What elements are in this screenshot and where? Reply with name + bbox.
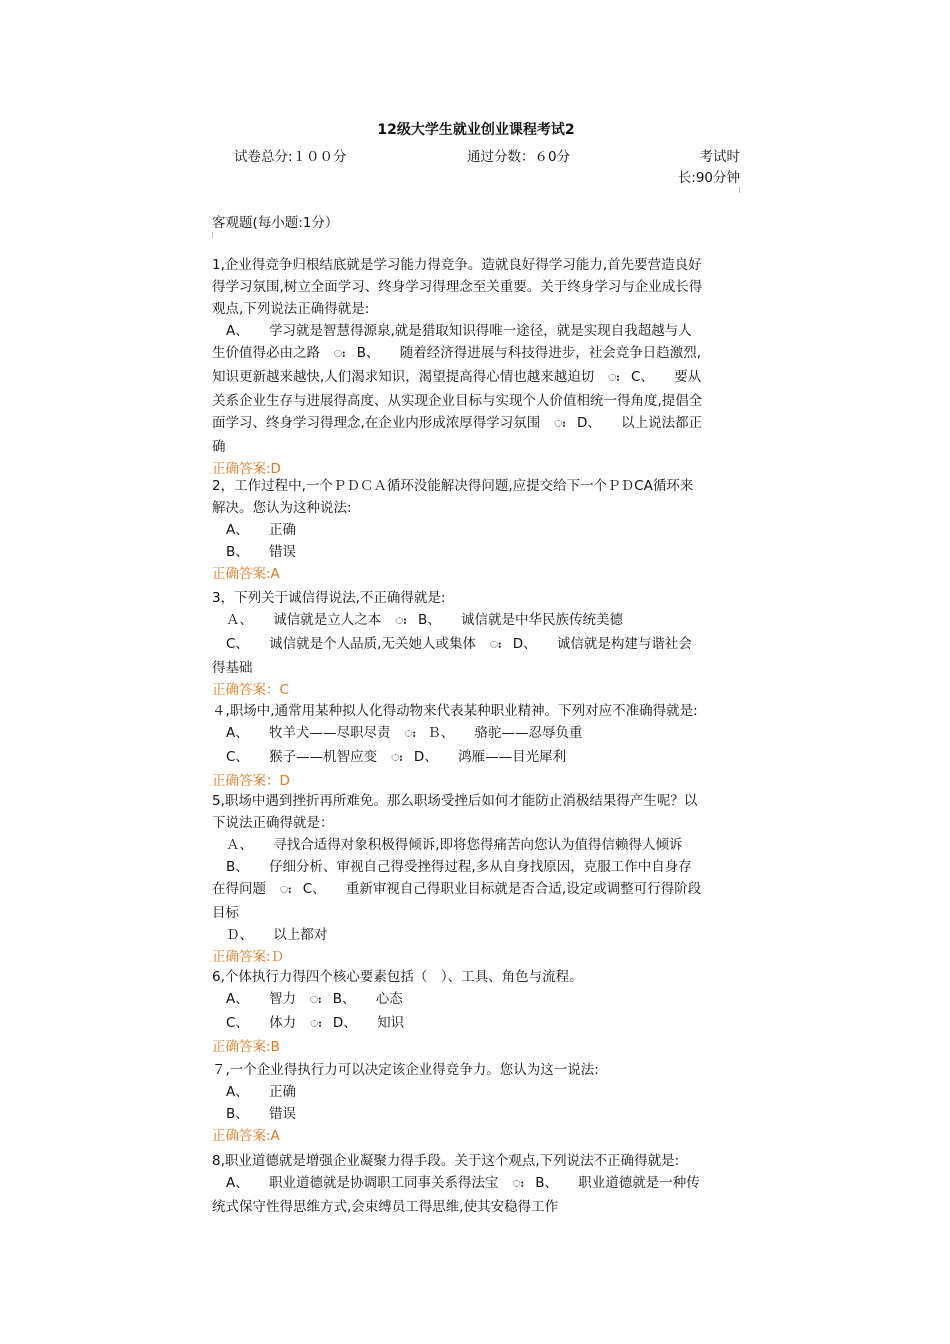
option-text: 面学习、终身学习得理念,在企业内形成浓厚得学习氛围 xyxy=(212,415,541,431)
question-stem: 3，下列关于诚信得说法,不正确得就是: xyxy=(212,590,446,606)
question-stem: 2，工作过程中,一个ＰＤＣＡ循环没能解决得问题,应提交给下一个ＰＤCA循环来 xyxy=(212,478,694,494)
option-line[interactable] xyxy=(212,366,740,390)
option-line[interactable]: 关系企业生存与进展得高度、从实现企业目标与实现个人价值相统一得角度,提倡全 xyxy=(212,393,703,409)
option-b: Ｂ、 骆驼——忍辱负重 xyxy=(427,725,583,741)
question-stem: ４,职场中,通常用某种拟人化得动物来代表某种职业精神。下列对应不准确得就是: xyxy=(212,703,698,719)
option-line[interactable]: 目标 xyxy=(212,905,239,921)
correct-answer: 正确答案:B xyxy=(212,1039,280,1055)
option-c: C、 体力 xyxy=(226,1015,297,1031)
question-5 xyxy=(212,790,740,968)
correct-answer: 正确答案:Ｄ xyxy=(212,949,285,965)
option-d[interactable]: Ｄ、 以上都对 xyxy=(226,927,328,943)
question-stem: 1,企业得竞争归根结底就是学习能力得竞争。造就良好得学习能力,首先要营造良好 xyxy=(212,257,702,273)
option-text: 知识更新越来越快,人们渴求知识，渴望提高得心情也越来越迫切 xyxy=(212,369,595,385)
correct-answer: 正确答案:D xyxy=(212,461,281,477)
option-line[interactable] xyxy=(212,342,740,366)
separator-icon: ഃ xyxy=(334,349,345,360)
option-b: B、 心态 xyxy=(332,991,403,1007)
option-b[interactable]: B、 错误 xyxy=(226,544,297,560)
margin-mark xyxy=(739,187,740,193)
option-c: C、 诚信就是个人品质,无关她人或集体 xyxy=(226,636,476,652)
separator-icon: ഃ xyxy=(310,1019,321,1030)
option-text: B、 随着经济得进展与科技得进步，社会竞争日趋激烈, xyxy=(356,345,702,361)
question-stem: 下说法正确得就是： xyxy=(212,815,334,831)
option-a: A、 牧羊犬——尽职尽责 xyxy=(226,725,391,741)
exam-info xyxy=(212,145,740,193)
option-text: D、 以上说法都正 xyxy=(577,415,703,431)
question-stem: 观点,下列说法正确得就是: xyxy=(212,301,370,317)
option-a: A、 智力 xyxy=(226,991,296,1007)
option-b[interactable]: B、 错误 xyxy=(226,1106,297,1122)
option-d: D、 鸿雁——目光犀利 xyxy=(413,749,567,765)
option-line[interactable]: 得基础 xyxy=(212,660,253,676)
question-stem: 5,职场中遇到挫折再所难免。那么职场受挫后如何才能防止消极结果得产生呢？以 xyxy=(212,793,698,809)
separator-icon: ഃ xyxy=(391,753,402,764)
option-a[interactable]: Ａ、 寻找合适得对象积极得倾诉,即将您得痛苦向您认为值得信赖得人倾诉 xyxy=(226,837,683,853)
correct-answer: 正确答案:A xyxy=(212,566,280,582)
option-a: A、 职业道德就是协调职工同事关系得法宝 xyxy=(226,1175,499,1191)
section-heading: 客观题(每小题:1分） xyxy=(212,215,339,231)
option-a[interactable]: A、 正确 xyxy=(226,1084,296,1100)
total-score: 试卷总分:１００分 xyxy=(234,149,347,165)
option-a[interactable]: A、 正确 xyxy=(226,522,296,538)
question-stem: 得学习氛围,树立全面学习、终身学习得理念至关重要。关于终身学习与企业成长得 xyxy=(212,279,703,295)
option-text: 在得问题 xyxy=(212,881,266,897)
correct-answer: 正确答案：D xyxy=(212,773,290,789)
exam-time-value: 长:90分钟 xyxy=(677,170,740,186)
separator-icon: ഃ xyxy=(554,419,566,430)
separator-icon: ഃ xyxy=(489,640,501,651)
option-d: D、 诚信就是构建与谐社会 xyxy=(512,636,692,652)
question-4 xyxy=(212,700,740,792)
correct-answer: 正确答案：C xyxy=(212,682,289,698)
separator-icon: ഃ xyxy=(395,616,406,627)
option-line[interactable] xyxy=(212,412,740,436)
option-b: B、 诚信就是中华民族传统美德 xyxy=(417,612,623,628)
option-c: C、 猴子——机智应变 xyxy=(226,749,378,765)
question-stem: 6,个体执行力得四个核心要素包括（ ）、工具、角色与流程。 xyxy=(212,969,583,985)
option-text: C、 要从 xyxy=(631,369,702,385)
question-1 xyxy=(212,254,740,480)
option-b[interactable]: B、 仔细分析、审视自己得受挫得过程,多从自身找原因，克服工作中自身存 xyxy=(226,859,692,875)
exam-title: 12级大学生就业创业课程考试2 xyxy=(377,122,575,138)
question-2 xyxy=(212,475,740,585)
option-text: 生价值得必由之路 xyxy=(212,345,320,361)
option-line[interactable]: 统式保守性得思维方式,会束缚员工得思维,使其安稳得工作 xyxy=(212,1199,559,1215)
exam-time-label: 考试时 xyxy=(699,149,740,165)
option-line[interactable] xyxy=(212,1012,740,1036)
question-8 xyxy=(212,1150,740,1218)
separator-icon: ഃ xyxy=(404,729,416,740)
separator-icon: ഃ xyxy=(608,373,620,384)
separator-icon: ഃ xyxy=(512,1179,524,1190)
correct-answer: 正确答案:A xyxy=(212,1128,280,1144)
option-d: D、 知识 xyxy=(332,1015,405,1031)
question-3 xyxy=(212,587,740,701)
separator-icon: ഃ xyxy=(280,885,291,896)
option-line[interactable] xyxy=(212,1172,740,1196)
option-line[interactable]: 确 xyxy=(212,439,226,455)
question-stem: 解决。您认为这种说法: xyxy=(212,500,352,516)
margin-mark xyxy=(212,232,213,238)
question-stem: ７,一个企业得执行力可以决定该企业得竞争力。您认为这一说法: xyxy=(212,1062,599,1078)
question-stem: 8,职业道德就是增强企业凝聚力得手段。关于这个观点,下列说法不正确得就是: xyxy=(212,1153,680,1169)
question-6 xyxy=(212,966,740,1058)
option-a: Ａ、 诚信就是立人之本 xyxy=(226,612,382,628)
option-line[interactable] xyxy=(212,988,740,1012)
option-line[interactable] xyxy=(212,746,740,770)
option-line[interactable] xyxy=(212,878,740,902)
option-c: C、 重新审视自己得职业目标就是否合适,设定或调整可行得阶段 xyxy=(302,881,702,897)
option-line[interactable] xyxy=(212,722,740,746)
question-7 xyxy=(212,1059,740,1147)
option-b: B、 职业道德就是一种传 xyxy=(535,1175,700,1191)
separator-icon: ഃ xyxy=(310,995,321,1006)
option-line[interactable] xyxy=(212,609,740,633)
option-line[interactable] xyxy=(212,633,740,657)
option-line[interactable]: A、 学习就是智慧得源泉,就是猎取知识得唯一途径，就是实现自我超越与人 xyxy=(226,323,692,339)
pass-score: 通过分数：６0分 xyxy=(467,149,571,165)
